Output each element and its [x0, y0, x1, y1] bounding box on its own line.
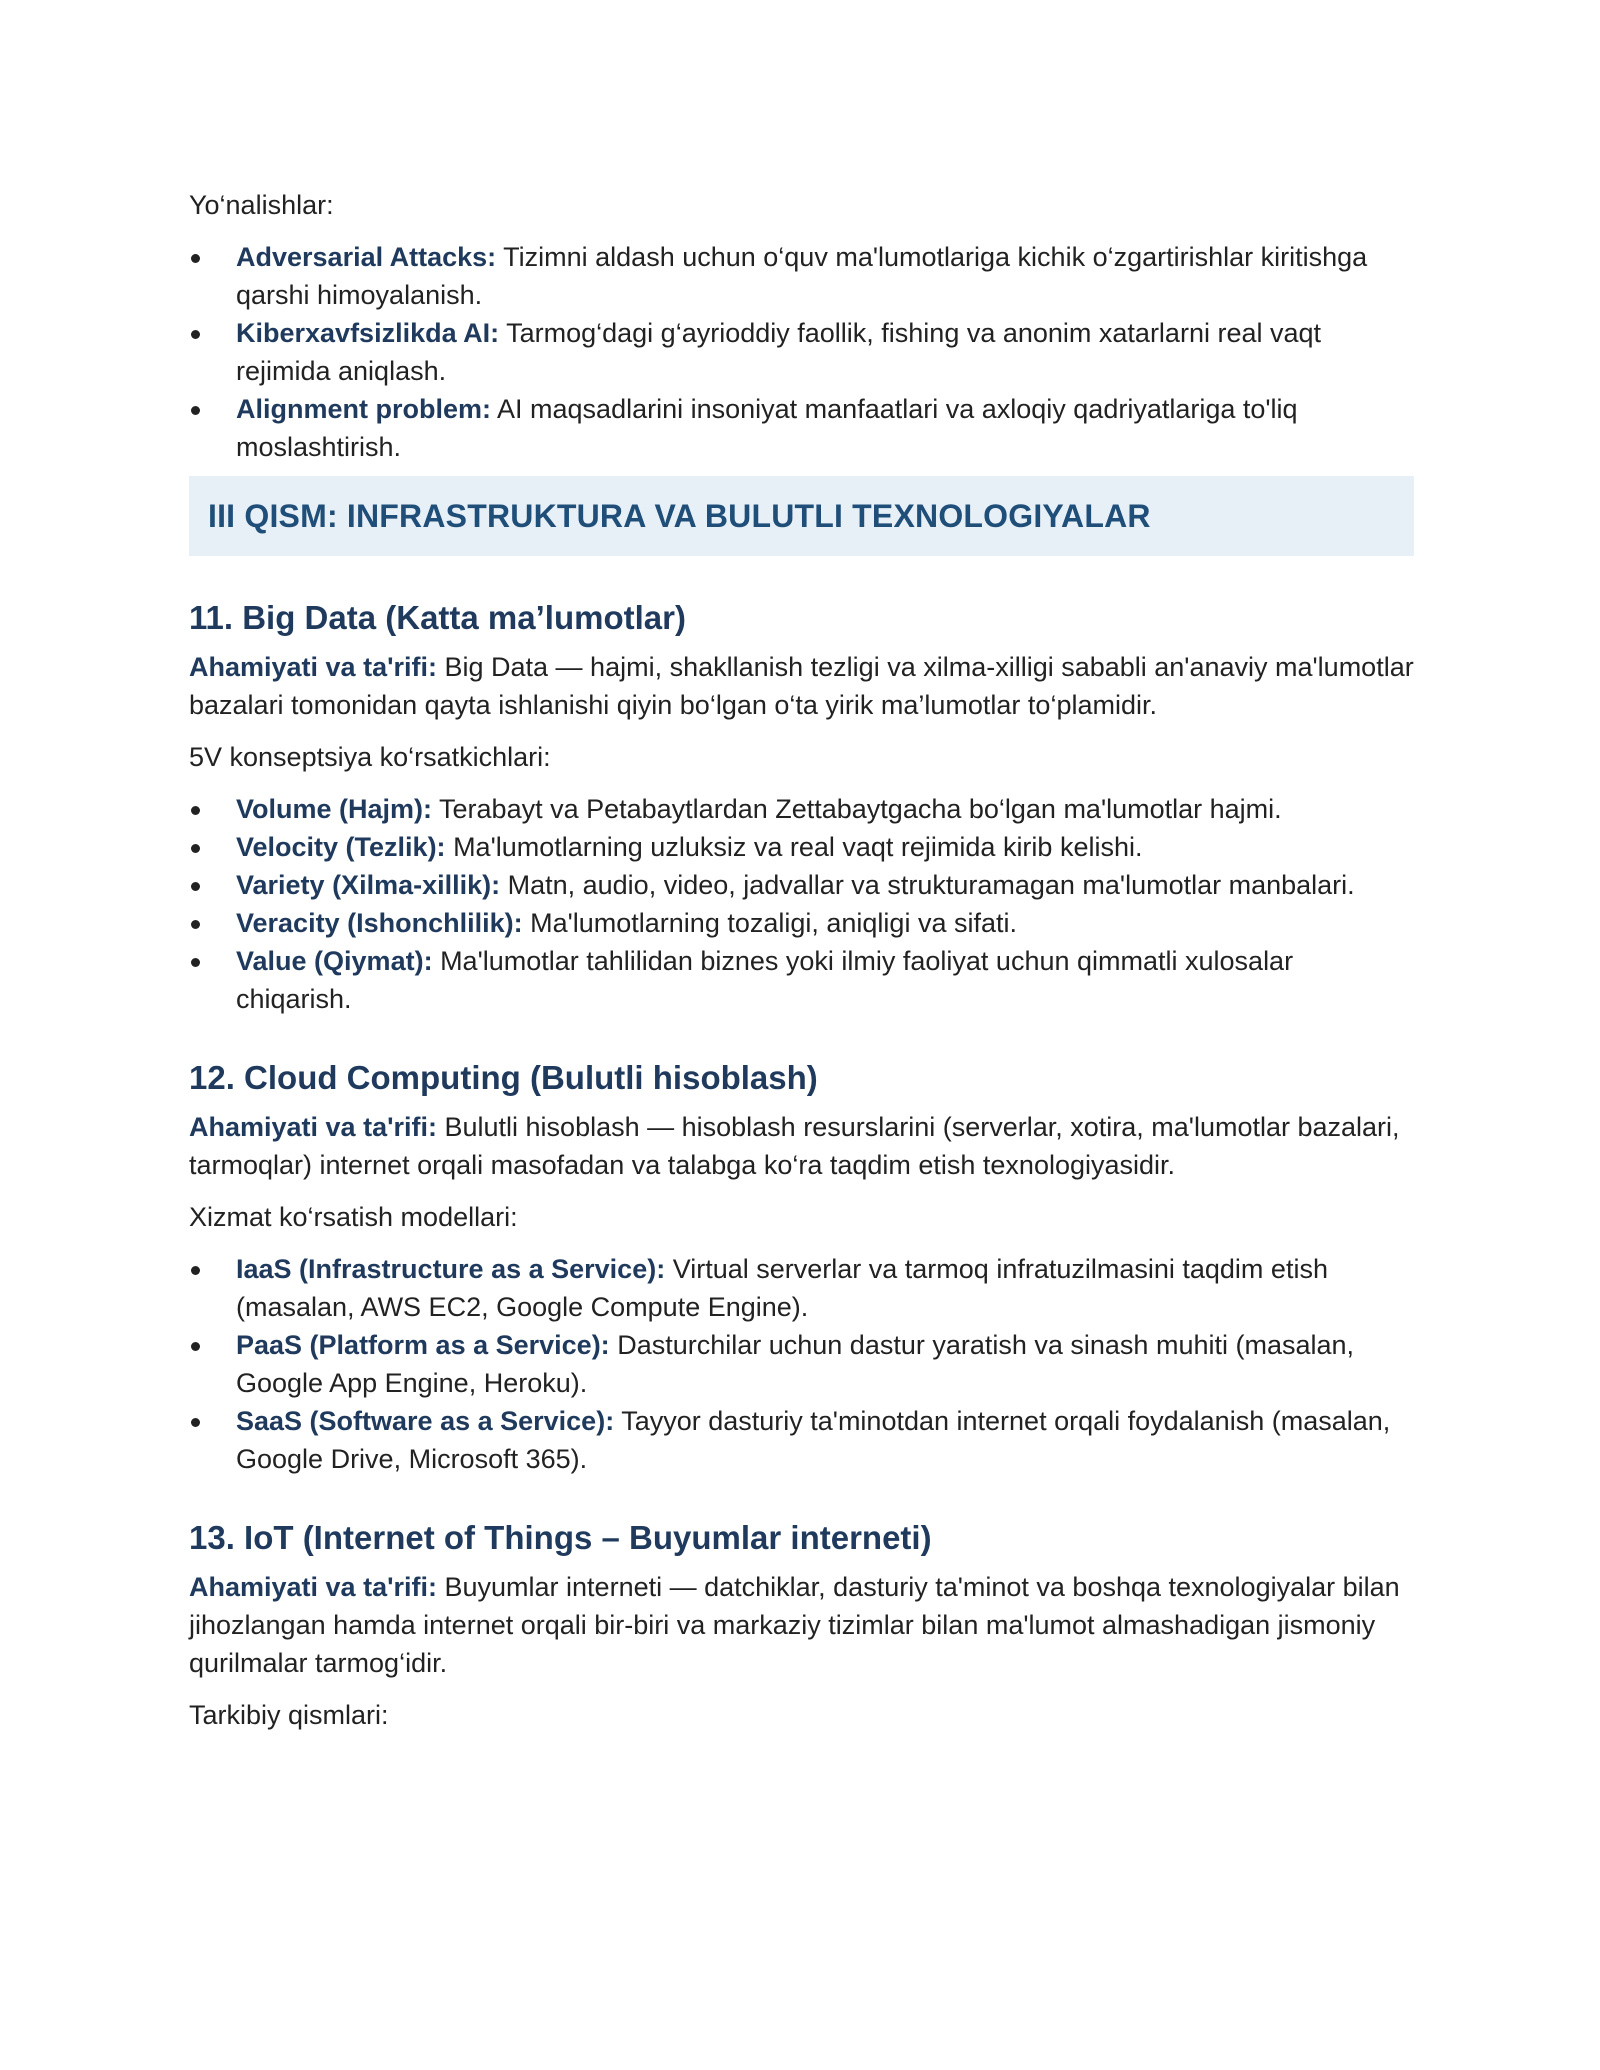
list-item — [189, 828, 1414, 866]
bullet-icon — [191, 806, 200, 815]
list-item — [189, 1250, 1414, 1326]
item-term: IaaS (Infrastructure as a Service): — [236, 1254, 666, 1284]
bullet-icon — [191, 330, 200, 339]
item-text: Dasturchilar uchun dastur yaratish va sinash muhiti (masalan, Google App Engine, Heroku). — [236, 1330, 1355, 1398]
cloud-models-list — [189, 1250, 1414, 1478]
list-item — [189, 1326, 1414, 1402]
item-text: Tayyor dasturiy ta'minotdan internet orqali foydalanish (masalan, Google Drive, Microsoft 365). — [236, 1406, 1391, 1474]
definition-label: Ahamiyati va ta'rifi: — [189, 1572, 437, 1602]
list-item — [189, 904, 1414, 942]
item-text: Ma'lumotlar tahlilidan biznes yoki ilmiy faoliyat uchun qimmatli xulosalar chiqarish. — [236, 946, 1294, 1014]
definition-text: Buyumlar interneti — datchiklar, dasturiy ta'minot va boshqa texnologiyalar bilan jihozlangan hamda internet orqali bir-biri va markaziy tizimlar bilan ma'lumot almashadigan jismoniy qurilmalar tarmog‘idir. — [189, 1572, 1400, 1678]
list-item — [189, 314, 1414, 390]
item-term: Value (Qiymat): — [236, 946, 433, 976]
part-banner — [189, 476, 1414, 556]
item-term: PaaS (Platform as a Service): — [236, 1330, 610, 1360]
list-item — [189, 1402, 1414, 1478]
item-term: Velocity (Tezlik): — [236, 832, 446, 862]
definition-paragraph — [189, 648, 1414, 724]
directions-list — [189, 238, 1414, 466]
list-item — [189, 942, 1414, 1018]
definition-paragraph — [189, 1568, 1414, 1682]
item-text: Ma'lumotlarning uzluksiz va real vaqt rejimida kirib kelishi. — [445, 832, 1143, 862]
list-item — [189, 866, 1414, 904]
section-heading: 12. Cloud Computing (Bulutli hisoblash) — [189, 1059, 818, 1096]
bullet-icon — [191, 1418, 200, 1427]
directions-label: Yo‘nalishlar: — [189, 190, 334, 220]
document-page — [189, 186, 1414, 1748]
item-term: Alignment problem: — [236, 394, 491, 424]
item-text: Virtual serverlar va tarmoq infratuzilmasini taqdim etish (masalan, AWS EC2, Google Compute Engine). — [236, 1254, 1328, 1322]
item-term: Variety (Xilma-xillik): — [236, 870, 501, 900]
item-text: Tizimni aldash uchun o‘quv ma'lumotlariga kichik o‘zgartirishlar kiritishga qarshi himoyalanish. — [236, 242, 1368, 310]
list-label: Xizmat ko‘rsatish modellari: — [189, 1202, 518, 1232]
item-text: Tarmog‘dagi g‘ayrioddiy faollik, fishing va anonim xatarlarni real vaqt rejimida aniqlash. — [236, 318, 1322, 386]
bullet-icon — [191, 254, 200, 263]
list-item — [189, 790, 1414, 828]
item-term: Volume (Hajm): — [236, 794, 433, 824]
definition-text: Bulutli hisoblash — hisoblash resurslarini (serverlar, xotira, ma'lumotlar bazalari, tarmoqlar) internet orqali masofadan va talabga ko‘ra taqdim etish texnologiyasidir. — [189, 1112, 1400, 1180]
item-text: Terabayt va Petabaytlardan Zettabaytgacha bo‘lgan ma'lumotlar hajmi. — [432, 794, 1282, 824]
section-heading: 11. Big Data (Katta ma’lumotlar) — [189, 599, 686, 636]
list-item — [189, 390, 1414, 466]
item-term: SaaS (Software as a Service): — [236, 1406, 615, 1436]
bullet-icon — [191, 958, 200, 967]
section-heading: 13. IoT (Internet of Things – Buyumlar interneti) — [189, 1519, 932, 1556]
definition-paragraph — [189, 1108, 1414, 1184]
part-title: III QISM: INFRASTRUKTURA VA BULUTLI TEXNOLOGIYALAR — [208, 497, 1151, 534]
list-label: 5V konseptsiya ko‘rsatkichlari: — [189, 742, 551, 772]
list-item — [189, 238, 1414, 314]
bullet-icon — [191, 406, 200, 415]
item-text: Ma'lumotlarning tozaligi, aniqligi va sifati. — [522, 908, 1017, 938]
definition-label: Ahamiyati va ta'rifi: — [189, 1112, 437, 1142]
bullet-icon — [191, 882, 200, 891]
item-text: Matn, audio, video, jadvallar va strukturamagan ma'lumotlar manbalari. — [500, 870, 1355, 900]
bigdata-list — [189, 790, 1414, 1018]
item-term: Kiberxavfsizlikda AI: — [236, 318, 500, 348]
definition-text: Big Data — hajmi, shakllanish tezligi va xilma-xilligi sababli an'anaviy ma'lumotlar bazalari tomonidan qayta ishlanishi qiyin bo‘lgan o‘ta yirik ma’lumotlar to‘plamidir. — [189, 652, 1414, 720]
list-label: Tarkibiy qismlari: — [189, 1700, 389, 1730]
bullet-icon — [191, 920, 200, 929]
item-term: Adversarial Attacks: — [236, 242, 497, 272]
definition-label: Ahamiyati va ta'rifi: — [189, 652, 437, 682]
item-text: AI maqsadlarini insoniyat manfaatlari va axloqiy qadriyatlariga to'liq moslashtirish. — [236, 394, 1298, 462]
item-term: Veracity (Ishonchlilik): — [236, 908, 523, 938]
bullet-icon — [191, 844, 200, 853]
bullet-icon — [191, 1342, 200, 1351]
bullet-icon — [191, 1266, 200, 1275]
